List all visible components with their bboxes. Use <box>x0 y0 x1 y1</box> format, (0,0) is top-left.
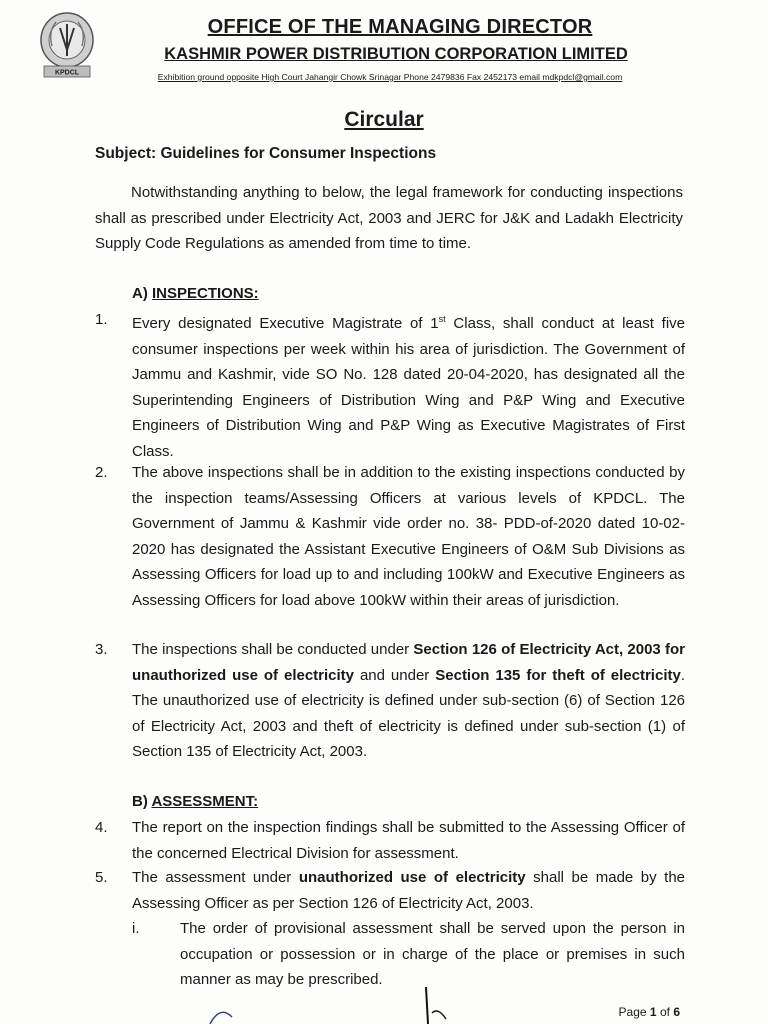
item-number: 2. <box>95 464 108 481</box>
list-item <box>95 637 685 765</box>
logo-text: KPDCL <box>54 69 80 77</box>
list-item <box>95 815 685 866</box>
organization-name: KASHMIR POWER DISTRIBUTION CORPORATION LIMITED <box>164 45 628 63</box>
document-type-heading: Circular <box>344 108 424 131</box>
item-text: The report on the inspection findings shall be submitted to the Assessing Officer of the concerned Electrical Division for assessment. <box>132 819 685 862</box>
item-number: 4. <box>95 819 108 836</box>
list-item <box>95 865 685 916</box>
item-text: The above inspections shall be in addition to the existing inspections conducted by the inspection teams/Assessing Officers at various levels of KPDCL. The Government of Jammu & Kashmir vide order no. 38- PDD-of-2020 dated 10-02-2020 has designated the Assistant Executive Engineers of O&M Sub Divisions as Assessing Officers for load up to and including 100kW and Executive Engineers as Assessing Officers for load above 100kW within their areas of jurisdiction. <box>132 464 685 609</box>
list-item <box>95 460 685 613</box>
item-text: Every designated Executive Magistrate of 1st Class, shall conduct at least five consumer inspections per week within his area of jurisdiction. The Government of Jammu and Kashmir, vide SO No. 128 dated 20-04-2020, has designated all the Superintending Engineers of Distribution Wing and P&P Wing and Executive Engineers of Distribution Wing and P&P Wing as Executive Magistrates of First Class. <box>132 314 685 460</box>
item-text: The assessment under unauthorized use of electricity shall be made by the Assessing Officer as per Section 126 of Electricity Act, 2003. <box>132 869 686 912</box>
sub-item-number: i. <box>132 920 140 937</box>
page-number: Page 1 of 6 <box>618 1005 680 1019</box>
section-a-title: INSPECTIONS: <box>152 285 259 302</box>
sub-item-text: The order of provisional assessment shall be served upon the person in occupation or possession or in charge of the place or premises in such manner as may be prescribed. <box>180 920 685 988</box>
section-b-heading <box>132 793 258 810</box>
item-number: 3. <box>95 641 108 658</box>
kpdcl-logo <box>38 10 96 80</box>
office-address: Exhibition ground opposite High Court Jahangir Chowk Srinagar Phone 2479836 Fax 2452173 email mdkpdcl@gmail.com <box>157 72 623 82</box>
section-b-title: ASSESSMENT: <box>151 793 259 810</box>
item-number: 5. <box>95 869 108 886</box>
intro-paragraph: Notwithstanding anything to below, the legal framework for conducting inspections shall as prescribed under Electricity Act, 2003 and JERC for J&K and Ladakh Electricity Supply Code Regulations as amended from time to time. <box>95 184 683 252</box>
section-a-prefix: A) <box>132 285 148 302</box>
subject-label: Subject: <box>95 145 157 162</box>
item-text: The inspections shall be conducted under Section 126 of Electricity Act, 2003 for unauthorized use of electricity and under Section 135 for theft of electricity. The unauthorized use of electricity is defined under sub-section (6) of Section 126 of Electricity Act, 2003 and theft of electricity is defined under sub-section (1) of Section 135 of Electricity Act, 2003. <box>132 641 686 760</box>
item-number: 1. <box>95 311 108 328</box>
office-title: OFFICE OF THE MANAGING DIRECTOR <box>207 16 593 38</box>
section-a-heading <box>132 285 259 302</box>
signature-mark <box>200 985 500 1024</box>
sub-list-item <box>132 916 685 993</box>
subject-line <box>95 145 436 163</box>
list-item <box>95 307 685 464</box>
subject-text: Guidelines for Consumer Inspections <box>160 145 437 162</box>
section-b-prefix: B) <box>132 793 148 810</box>
